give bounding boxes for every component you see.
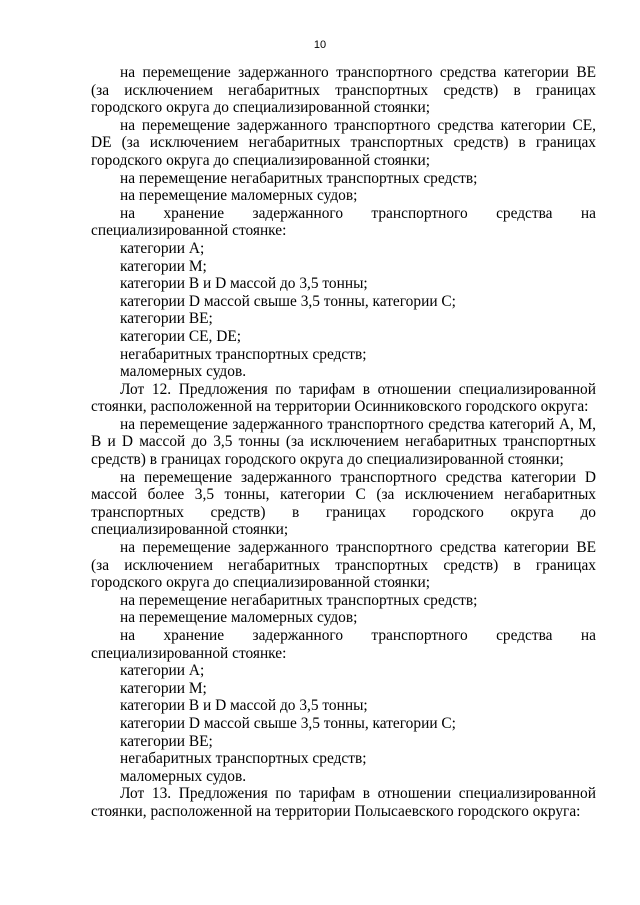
paragraph: негабаритных транспортных средств; <box>120 750 367 768</box>
document-body <box>91 64 596 821</box>
paragraph: категории СЕ, DE; <box>120 327 242 345</box>
paragraph: на хранение задержанного транспортного средства на специализированной стоянке: <box>91 204 596 240</box>
paragraph: на перемещение задержанного транспортного средства категории ВЕ (за исключением негабаритных транспортных средств) в границах городского округа до специализированной стоянки; <box>91 64 596 117</box>
paragraph: на перемещение задержанного транспортного средства категории D массой более 3,5 тонны, категории С (за исключением негабаритных транспортных средств) в границах городского округа до специализированной стоянки; <box>91 468 596 539</box>
paragraph: на перемещение маломерных судов; <box>120 187 358 205</box>
paragraph: категории D массой свыше 3,5 тонны, категории С; <box>120 292 456 310</box>
lot-12-heading: Лот 12. Предложения по тарифам в отношении специализированной стоянки, расположенной на территории Осинниковского городского округа: <box>91 380 596 416</box>
paragraph: категории ВЕ; <box>120 310 213 328</box>
paragraph: на перемещение негабаритных транспортных средств; <box>120 169 478 187</box>
paragraph: категории А; <box>120 662 205 680</box>
paragraph: на перемещение задержанного транспортного средства категории СЕ, DE (за исключением негабаритных транспортных средств) в границах городского округа до специализированной стоянки; <box>91 116 596 169</box>
paragraph: на перемещение задержанного транспортного средства категории ВЕ (за исключением негабаритных транспортных средств) в границах городского округа до специализированной стоянки; <box>91 539 596 592</box>
paragraph: на перемещение задержанного транспортного средства категорий А, М, В и D массой до 3,5 тонны (за исключением негабаритных транспортных средств) в границах городского округа до специализированной стоянки; <box>91 415 596 469</box>
page-number: 10 <box>313 39 327 51</box>
paragraph: на перемещение негабаритных транспортных средств; <box>120 591 478 609</box>
paragraph: категории ВЕ; <box>120 732 213 750</box>
paragraph: маломерных судов. <box>120 767 247 785</box>
paragraph: негабаритных транспортных средств; <box>120 345 367 363</box>
paragraph: категории М; <box>120 679 207 697</box>
paragraph: категории М; <box>120 257 207 275</box>
paragraph: маломерных судов. <box>120 363 247 381</box>
paragraph: категории А; <box>120 239 205 257</box>
paragraph: категории В и D массой до 3,5 тонны; <box>120 275 368 293</box>
paragraph: на хранение задержанного транспортного средства на специализированной стоянке: <box>91 627 596 662</box>
paragraph: категории D массой свыше 3,5 тонны, категории С; <box>120 714 456 732</box>
lot-13-heading: Лот 13. Предложения по тарифам в отношении специализированной стоянки, расположенной на территории Полысаевского городского округа: <box>91 785 596 820</box>
paragraph: категории В и D массой до 3,5 тонны; <box>120 697 368 715</box>
paragraph: на перемещение маломерных судов; <box>120 609 358 627</box>
